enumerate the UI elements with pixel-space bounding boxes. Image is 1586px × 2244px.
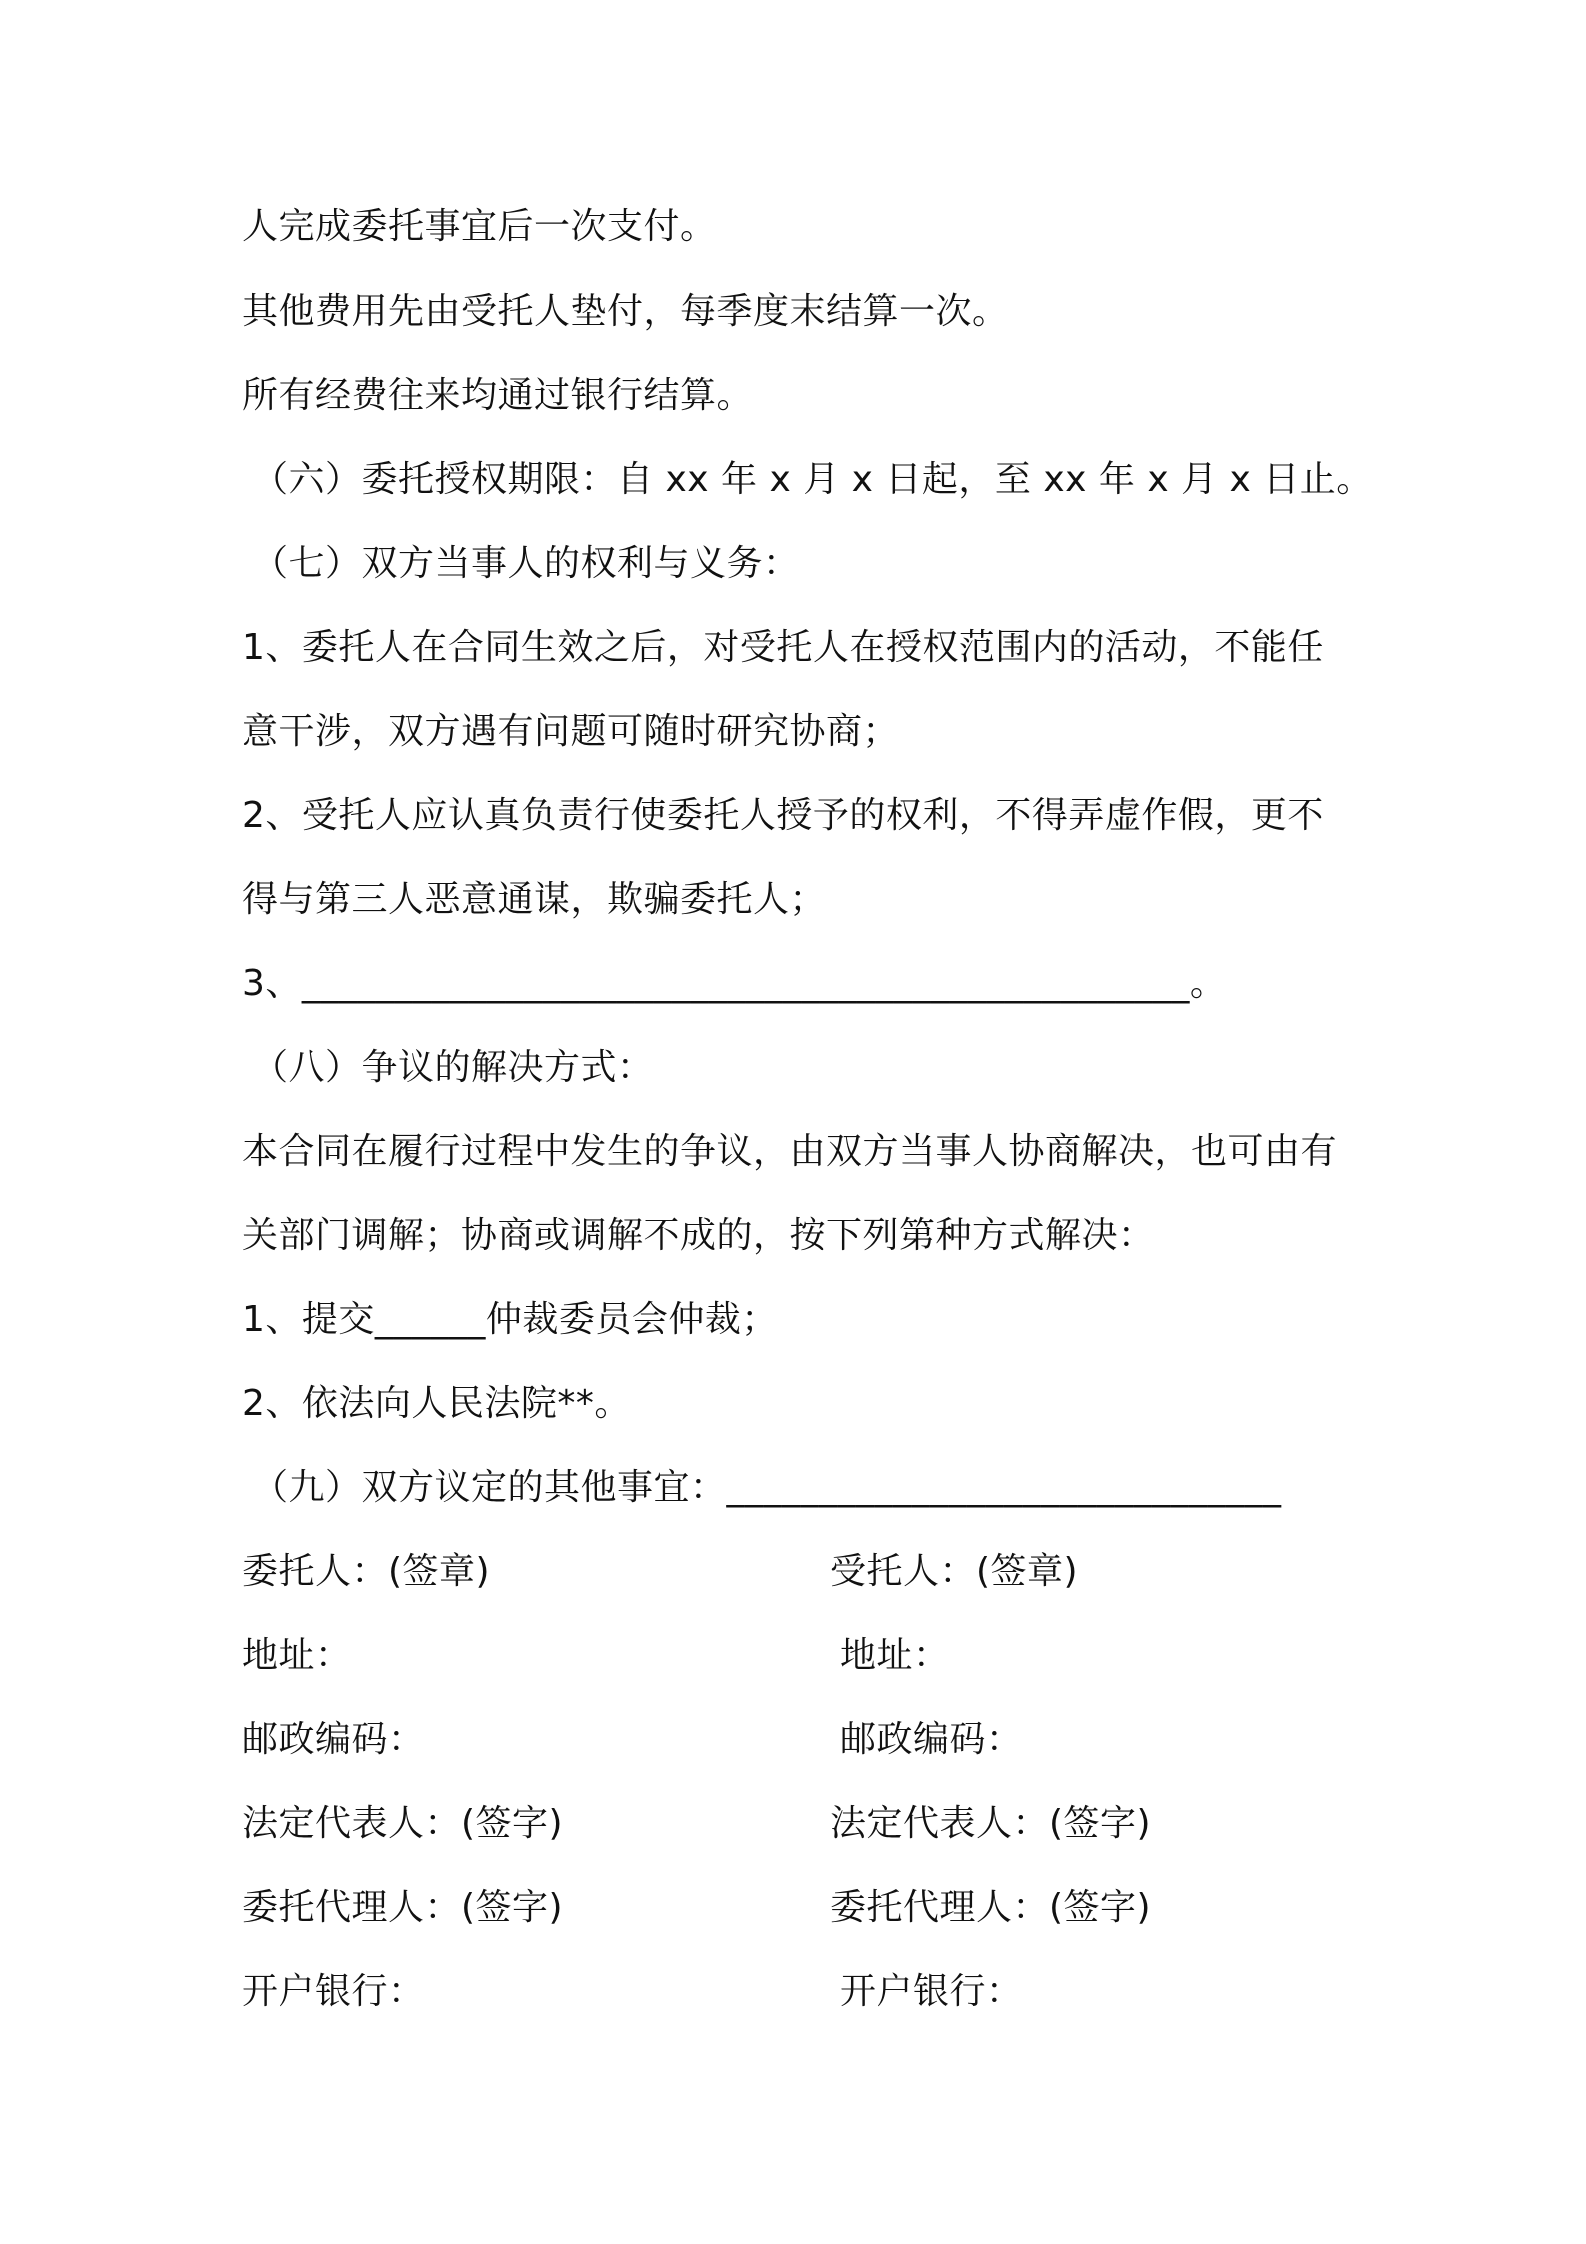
client-agent-label: 委托代理人：(签字)	[242, 1887, 564, 1928]
client-postal-code-label: 邮政编码：	[242, 1719, 425, 1760]
dispute-option-court: 2、依法向人民法院**。	[242, 1383, 631, 1424]
signature-client-label: 委托人：(签章)	[242, 1551, 491, 1592]
agent-postal-code-label: 邮政编码：	[840, 1719, 1023, 1760]
payment-text-continuation: 人完成委托事宜后一次支付。	[242, 206, 717, 247]
section-7-heading: （七）双方当事人的权利与义务：	[252, 543, 800, 584]
client-legal-rep-label: 法定代表人：(签字)	[242, 1803, 564, 1844]
agent-proxy-label: 委托代理人：(签字)	[830, 1887, 1152, 1928]
section-9-other-matters: （九）双方议定的其他事宜：______________________________	[252, 1467, 1282, 1508]
dispute-text-line-1: 本合同在履行过程中发生的争议，由双方当事人协商解决，也可由有	[242, 1131, 1338, 1172]
section-6-authorization-period: （六）委托授权期限：自 xx 年 x 月 x 日起，至 xx 年 x 月 x 日止。	[252, 459, 1373, 500]
other-expenses-text: 其他费用先由受托人垫付，每季度末结算一次。	[242, 291, 1009, 332]
rights-item-2-line-1: 2、受托人应认真负责行使委托人授予的权利，不得弄虚作假，更不	[242, 795, 1324, 836]
rights-item-1-line-2: 意干涉，双方遇有问题可随时研究协商；	[242, 711, 900, 752]
section-8-heading: （八）争议的解决方式：	[252, 1047, 654, 1088]
rights-item-2-line-2: 得与第三人恶意通谋，欺骗委托人；	[242, 879, 827, 920]
client-bank-label: 开户银行：	[242, 1971, 425, 2012]
client-address-label: 地址：	[242, 1635, 352, 1676]
agent-legal-rep-label: 法定代表人：(签字)	[830, 1803, 1152, 1844]
dispute-option-arbitration: 1、提交______仲裁委员会仲裁；	[242, 1299, 778, 1340]
signature-agent-party-label: 受托人：(签章)	[830, 1551, 1079, 1592]
dispute-text-line-2: 关部门调解；协商或调解不成的，按下列第种方式解决：	[242, 1215, 1155, 1256]
agent-bank-label: 开户银行：	[840, 1971, 1023, 2012]
agent-address-label: 地址：	[840, 1635, 950, 1676]
bank-settlement-text: 所有经费往来均通过银行结算。	[242, 375, 754, 416]
rights-item-3-blank: 3、________________________________________________。	[242, 963, 1227, 1004]
rights-item-1-line-1: 1、委托人在合同生效之后，对受托人在授权范围内的活动，不能任	[242, 627, 1324, 668]
